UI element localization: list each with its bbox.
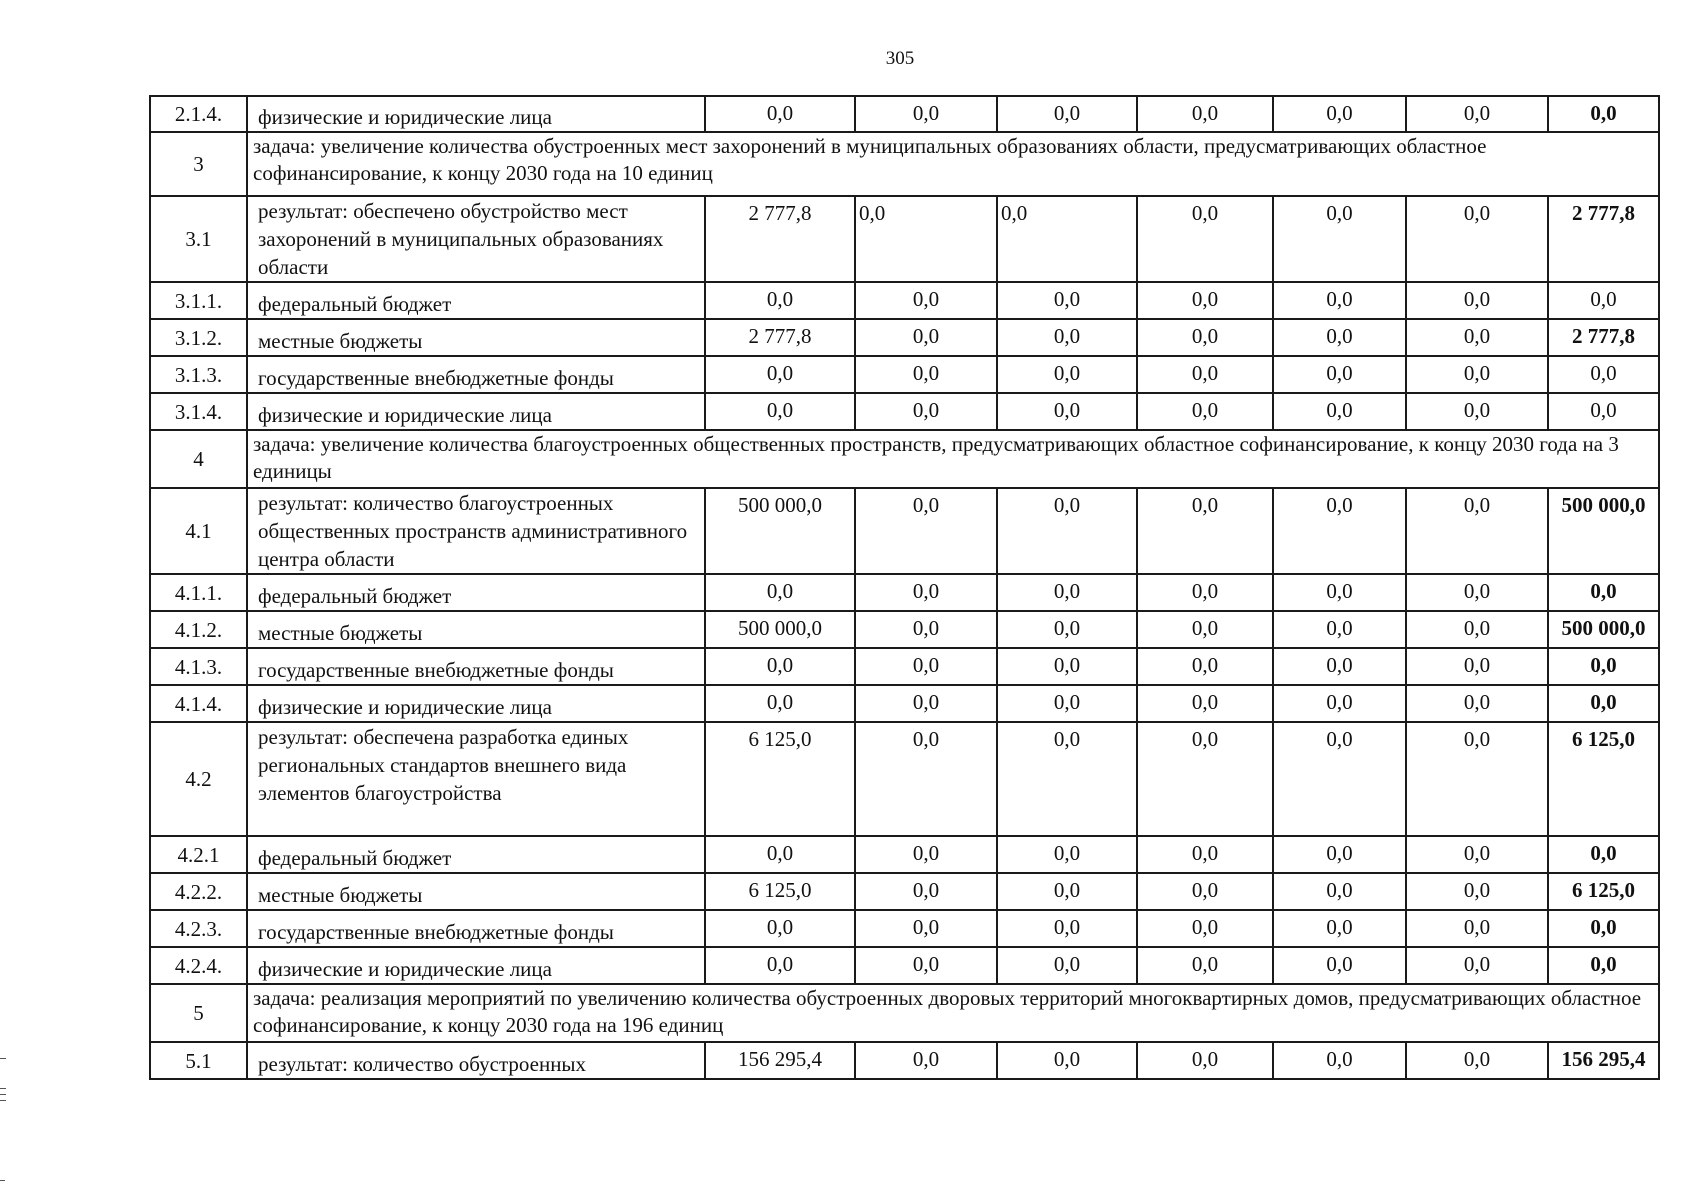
- value-cell: 0,0: [1406, 356, 1548, 393]
- task-description: задача: увеличение количества благоустроенных общественных пространств, предусматривающих областное софинансирование, к концу 2030 года на 3 единицы: [247, 430, 1659, 488]
- row-number: 3: [150, 132, 247, 196]
- row-number: 4.2.3.: [150, 910, 247, 947]
- value-cell: 0,0: [1137, 196, 1273, 282]
- value-cell: 0,0: [997, 722, 1137, 836]
- row-name: государственные внебюджетные фонды: [247, 910, 705, 947]
- value-cell: 0,0: [705, 356, 855, 393]
- value-cell: 0,0: [1137, 574, 1273, 611]
- value-cell: 0,0: [1273, 722, 1406, 836]
- total-cell: 2 777,8: [1548, 319, 1659, 356]
- value-cell: 0,0: [855, 947, 997, 984]
- value-cell: 0,0: [997, 685, 1137, 722]
- total-cell: 6 125,0: [1548, 873, 1659, 910]
- row-number: 3.1: [150, 196, 247, 282]
- row-name: физические и юридические лица: [247, 685, 705, 722]
- value-cell: 0,0: [1406, 648, 1548, 685]
- value-cell: 0,0: [1137, 722, 1273, 836]
- value-cell: 0,0: [1406, 910, 1548, 947]
- value-cell: 0,0: [1137, 685, 1273, 722]
- value-cell: 0,0: [1137, 648, 1273, 685]
- table-row: [150, 574, 1659, 611]
- value-cell: 0,0: [1273, 836, 1406, 873]
- value-cell: 0,0: [997, 356, 1137, 393]
- table-row: [150, 319, 1659, 356]
- value-cell: 0,0: [855, 196, 997, 282]
- value-cell: 0,0: [1137, 96, 1273, 132]
- value-cell: 0,0: [1273, 947, 1406, 984]
- row-name: государственные внебюджетные фонды: [247, 356, 705, 393]
- value-cell: 0,0: [1137, 910, 1273, 947]
- row-name: государственные внебюджетные фонды: [247, 648, 705, 685]
- row-number: 4.1.1.: [150, 574, 247, 611]
- value-cell: 0,0: [1273, 488, 1406, 574]
- value-cell: 0,0: [1137, 393, 1273, 430]
- value-cell: 2 777,8: [705, 196, 855, 282]
- value-cell: 0,0: [1137, 282, 1273, 319]
- value-cell: 0,0: [1137, 488, 1273, 574]
- value-cell: 0,0: [705, 282, 855, 319]
- value-cell: 2 777,8: [705, 319, 855, 356]
- total-cell: 0,0: [1548, 393, 1659, 430]
- value-cell: 6 125,0: [705, 873, 855, 910]
- table-row: [150, 96, 1659, 132]
- value-cell: 0,0: [997, 319, 1137, 356]
- total-cell: 0,0: [1548, 356, 1659, 393]
- row-number: 4.2.4.: [150, 947, 247, 984]
- row-name: местные бюджеты: [247, 611, 705, 648]
- total-cell: 500 000,0: [1548, 488, 1659, 574]
- row-number: 5.1: [150, 1042, 247, 1079]
- value-cell: 0,0: [1406, 611, 1548, 648]
- value-cell: 0,0: [997, 1042, 1137, 1079]
- total-cell: 0,0: [1548, 648, 1659, 685]
- table-row: [150, 722, 1659, 836]
- table-row: [150, 611, 1659, 648]
- value-cell: 0,0: [1273, 685, 1406, 722]
- value-cell: 0,0: [1406, 873, 1548, 910]
- row-name: местные бюджеты: [247, 873, 705, 910]
- value-cell: 0,0: [855, 356, 997, 393]
- row-number: 4.2.1: [150, 836, 247, 873]
- value-cell: 0,0: [1406, 947, 1548, 984]
- page-number: 305: [885, 48, 915, 69]
- total-cell: 156 295,4: [1548, 1042, 1659, 1079]
- value-cell: 0,0: [1273, 96, 1406, 132]
- value-cell: 0,0: [1137, 319, 1273, 356]
- scan-mark: [0, 1088, 6, 1089]
- value-cell: 0,0: [1406, 319, 1548, 356]
- value-cell: 0,0: [997, 947, 1137, 984]
- table-row: [150, 910, 1659, 947]
- value-cell: 0,0: [1273, 648, 1406, 685]
- row-number: 4: [150, 430, 247, 488]
- value-cell: 0,0: [855, 910, 997, 947]
- value-cell: 0,0: [1406, 488, 1548, 574]
- row-number: 4.1: [150, 488, 247, 574]
- total-cell: 0,0: [1548, 685, 1659, 722]
- row-number: 3.1.4.: [150, 393, 247, 430]
- row-number: 5: [150, 984, 247, 1042]
- value-cell: 0,0: [1137, 611, 1273, 648]
- value-cell: 156 295,4: [705, 1042, 855, 1079]
- value-cell: 0,0: [705, 836, 855, 873]
- value-cell: 0,0: [997, 836, 1137, 873]
- table-row: [150, 648, 1659, 685]
- value-cell: 0,0: [1406, 96, 1548, 132]
- value-cell: 0,0: [855, 611, 997, 648]
- table-row: [150, 685, 1659, 722]
- value-cell: 0,0: [997, 648, 1137, 685]
- value-cell: 0,0: [855, 282, 997, 319]
- scan-mark: [0, 1180, 5, 1181]
- value-cell: 6 125,0: [705, 722, 855, 836]
- value-cell: 0,0: [1273, 319, 1406, 356]
- value-cell: 0,0: [997, 393, 1137, 430]
- total-cell: 6 125,0: [1548, 722, 1659, 836]
- value-cell: 0,0: [1137, 873, 1273, 910]
- value-cell: 0,0: [855, 574, 997, 611]
- table-row: [150, 282, 1659, 319]
- value-cell: 0,0: [997, 873, 1137, 910]
- total-cell: 0,0: [1548, 910, 1659, 947]
- value-cell: 0,0: [997, 196, 1137, 282]
- value-cell: 0,0: [855, 96, 997, 132]
- value-cell: 0,0: [1406, 393, 1548, 430]
- row-number: 4.1.2.: [150, 611, 247, 648]
- total-cell: 0,0: [1548, 836, 1659, 873]
- row-number: 3.1.2.: [150, 319, 247, 356]
- value-cell: 0,0: [1137, 947, 1273, 984]
- row-name: физические и юридические лица: [247, 393, 705, 430]
- task-description: задача: реализация мероприятий по увеличению количества обустроенных дворовых территорий многоквартирных домов, предусматривающих областное софинансирование, к концу 2030 года на 196 единиц: [247, 984, 1659, 1042]
- task-row: [150, 430, 1659, 488]
- value-cell: 0,0: [1273, 574, 1406, 611]
- value-cell: 0,0: [855, 722, 997, 836]
- value-cell: 0,0: [855, 1042, 997, 1079]
- table-body: [150, 96, 1659, 1079]
- total-cell: 0,0: [1548, 574, 1659, 611]
- budget-table: [149, 95, 1660, 1080]
- table-row: [150, 196, 1659, 282]
- value-cell: 0,0: [855, 648, 997, 685]
- value-cell: 0,0: [705, 574, 855, 611]
- value-cell: 0,0: [1137, 356, 1273, 393]
- value-cell: 0,0: [1406, 196, 1548, 282]
- value-cell: 0,0: [705, 648, 855, 685]
- value-cell: 0,0: [1273, 282, 1406, 319]
- value-cell: 0,0: [855, 685, 997, 722]
- row-name: местные бюджеты: [247, 319, 705, 356]
- value-cell: 0,0: [705, 947, 855, 984]
- table-row: [150, 393, 1659, 430]
- value-cell: 0,0: [1406, 685, 1548, 722]
- row-number: 4.1.3.: [150, 648, 247, 685]
- row-number: 3.1.1.: [150, 282, 247, 319]
- value-cell: 0,0: [705, 685, 855, 722]
- row-number: 2.1.4.: [150, 96, 247, 132]
- value-cell: 500 000,0: [705, 488, 855, 574]
- value-cell: 0,0: [1406, 1042, 1548, 1079]
- value-cell: 0,0: [705, 393, 855, 430]
- table-row: [150, 488, 1659, 574]
- scan-mark: [0, 1100, 6, 1101]
- value-cell: 0,0: [1406, 722, 1548, 836]
- row-name: результат: обеспечена разработка единых региональных стандартов внешнего вида элементов благоустройства: [247, 722, 705, 836]
- value-cell: 0,0: [997, 611, 1137, 648]
- value-cell: 0,0: [1406, 282, 1548, 319]
- table-row: [150, 1042, 1659, 1079]
- row-number: 4.2.2.: [150, 873, 247, 910]
- value-cell: 0,0: [855, 836, 997, 873]
- total-cell: 500 000,0: [1548, 611, 1659, 648]
- value-cell: 0,0: [1273, 910, 1406, 947]
- value-cell: 0,0: [1273, 873, 1406, 910]
- row-name: федеральный бюджет: [247, 574, 705, 611]
- row-number: 4.2: [150, 722, 247, 836]
- table-row: [150, 356, 1659, 393]
- value-cell: 0,0: [705, 910, 855, 947]
- value-cell: 0,0: [997, 910, 1137, 947]
- total-cell: 2 777,8: [1548, 196, 1659, 282]
- task-description: задача: увеличение количества обустроенных мест захоронений в муниципальных образованиях области, предусматривающих областное софинансирование, к концу 2030 года на 10 единиц: [247, 132, 1659, 196]
- scan-mark: [0, 1094, 6, 1095]
- value-cell: 0,0: [855, 319, 997, 356]
- row-name: федеральный бюджет: [247, 282, 705, 319]
- task-row: [150, 984, 1659, 1042]
- total-cell: 0,0: [1548, 947, 1659, 984]
- value-cell: 0,0: [855, 393, 997, 430]
- table-row: [150, 947, 1659, 984]
- row-number: 3.1.3.: [150, 356, 247, 393]
- value-cell: 0,0: [1406, 836, 1548, 873]
- value-cell: 0,0: [997, 96, 1137, 132]
- value-cell: 0,0: [1137, 836, 1273, 873]
- row-name: результат: количество обустроенных: [247, 1042, 705, 1079]
- value-cell: 500 000,0: [705, 611, 855, 648]
- value-cell: 0,0: [997, 282, 1137, 319]
- value-cell: 0,0: [1273, 611, 1406, 648]
- value-cell: 0,0: [1273, 356, 1406, 393]
- total-cell: 0,0: [1548, 96, 1659, 132]
- value-cell: 0,0: [1137, 1042, 1273, 1079]
- scan-mark: [0, 1058, 6, 1059]
- row-number: 4.1.4.: [150, 685, 247, 722]
- value-cell: 0,0: [997, 488, 1137, 574]
- task-row: [150, 132, 1659, 196]
- value-cell: 0,0: [1406, 574, 1548, 611]
- row-name: результат: количество благоустроенных общественных пространств административного центра области: [247, 488, 705, 574]
- row-name: физические и юридические лица: [247, 96, 705, 132]
- table-row: [150, 836, 1659, 873]
- value-cell: 0,0: [855, 873, 997, 910]
- row-name: физические и юридические лица: [247, 947, 705, 984]
- value-cell: 0,0: [1273, 196, 1406, 282]
- row-name: федеральный бюджет: [247, 836, 705, 873]
- value-cell: 0,0: [997, 574, 1137, 611]
- value-cell: 0,0: [855, 488, 997, 574]
- value-cell: 0,0: [705, 96, 855, 132]
- table-row: [150, 873, 1659, 910]
- value-cell: 0,0: [1273, 393, 1406, 430]
- row-name: результат: обеспечено обустройство мест захоронений в муниципальных образованиях области: [247, 196, 705, 282]
- total-cell: 0,0: [1548, 282, 1659, 319]
- value-cell: 0,0: [1273, 1042, 1406, 1079]
